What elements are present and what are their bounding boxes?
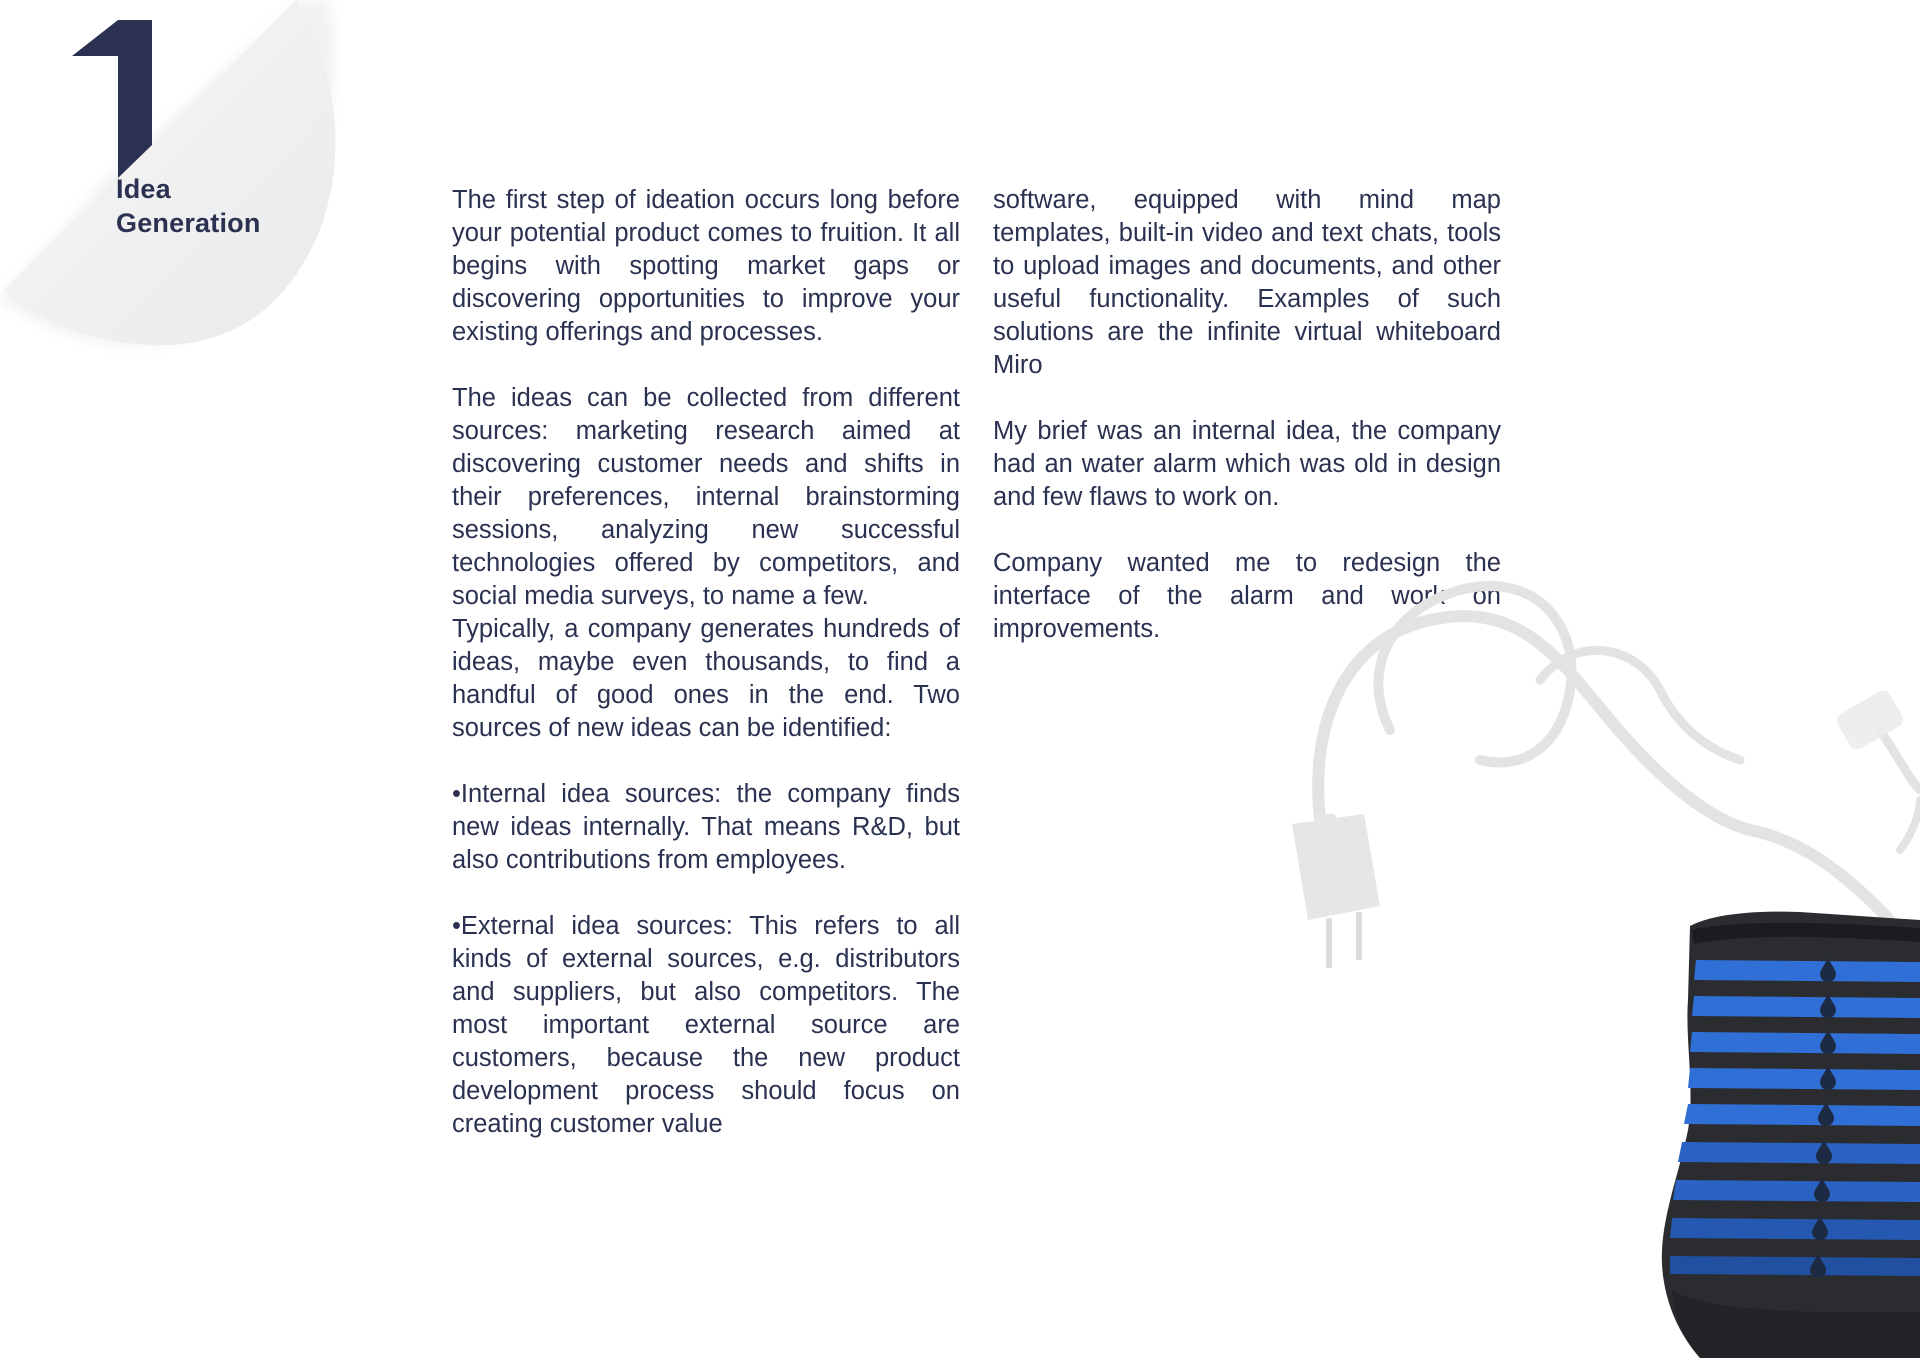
section-title-line1: Idea xyxy=(116,174,171,204)
section-title xyxy=(116,172,261,240)
paragraph-redesign-goal: Company wanted me to redesign the interface of the alarm and work on improvements. xyxy=(993,549,1501,643)
paragraph-idea-sources: The ideas can be collected from different sources: marketing research aimed at discovering customer needs and shifts in their preferences, internal brainstorming sessions, analyzing new successful technologies offered by competitors, and social media surveys, to name a few. xyxy=(452,384,960,610)
paragraph-internal-sources: •Internal idea sources: the company finds new ideas internally. That means R&D, but also contributions from employees. xyxy=(452,780,960,874)
paragraph-software-tools: software, equipped with mind map templates, built-in video and text chats, tools to upload images and documents, and other useful functionality. Examples of such solutions are the infinite virtual whiteboard Miro xyxy=(993,186,1501,379)
section-title-line2: Generation xyxy=(116,208,261,238)
water-alarm-device-image xyxy=(1280,570,1920,1358)
paragraph-brief: My brief was an internal idea, the company had an water alarm which was old in design and few flaws to work on. xyxy=(993,417,1501,511)
power-plug xyxy=(1292,814,1380,968)
numeral-one-shape xyxy=(72,20,152,178)
paragraph-external-sources: •External idea sources: This refers to all kinds of external sources, e.g. distributors and suppliers, but also competitors. The most important external source are customers, because the new product development process should focus on creating customer value xyxy=(452,912,960,1138)
section-number: 1 xyxy=(0,0,1,1)
alarm-level-stripes xyxy=(1670,960,1920,1276)
cable-connector xyxy=(1834,688,1906,753)
left-text-column xyxy=(452,184,960,1141)
paragraph-idea-volume: Typically, a company generates hundreds of ideas, maybe even thousands, to find a handful of good ones in the end. Two sources of new ideas can be identified: xyxy=(452,615,960,742)
paragraph-ideation-intro: The first step of ideation occurs long before your potential product comes to fruition. It all begins with spotting market gaps or discovering opportunities to improve your existing offerings and processes. xyxy=(452,186,960,346)
